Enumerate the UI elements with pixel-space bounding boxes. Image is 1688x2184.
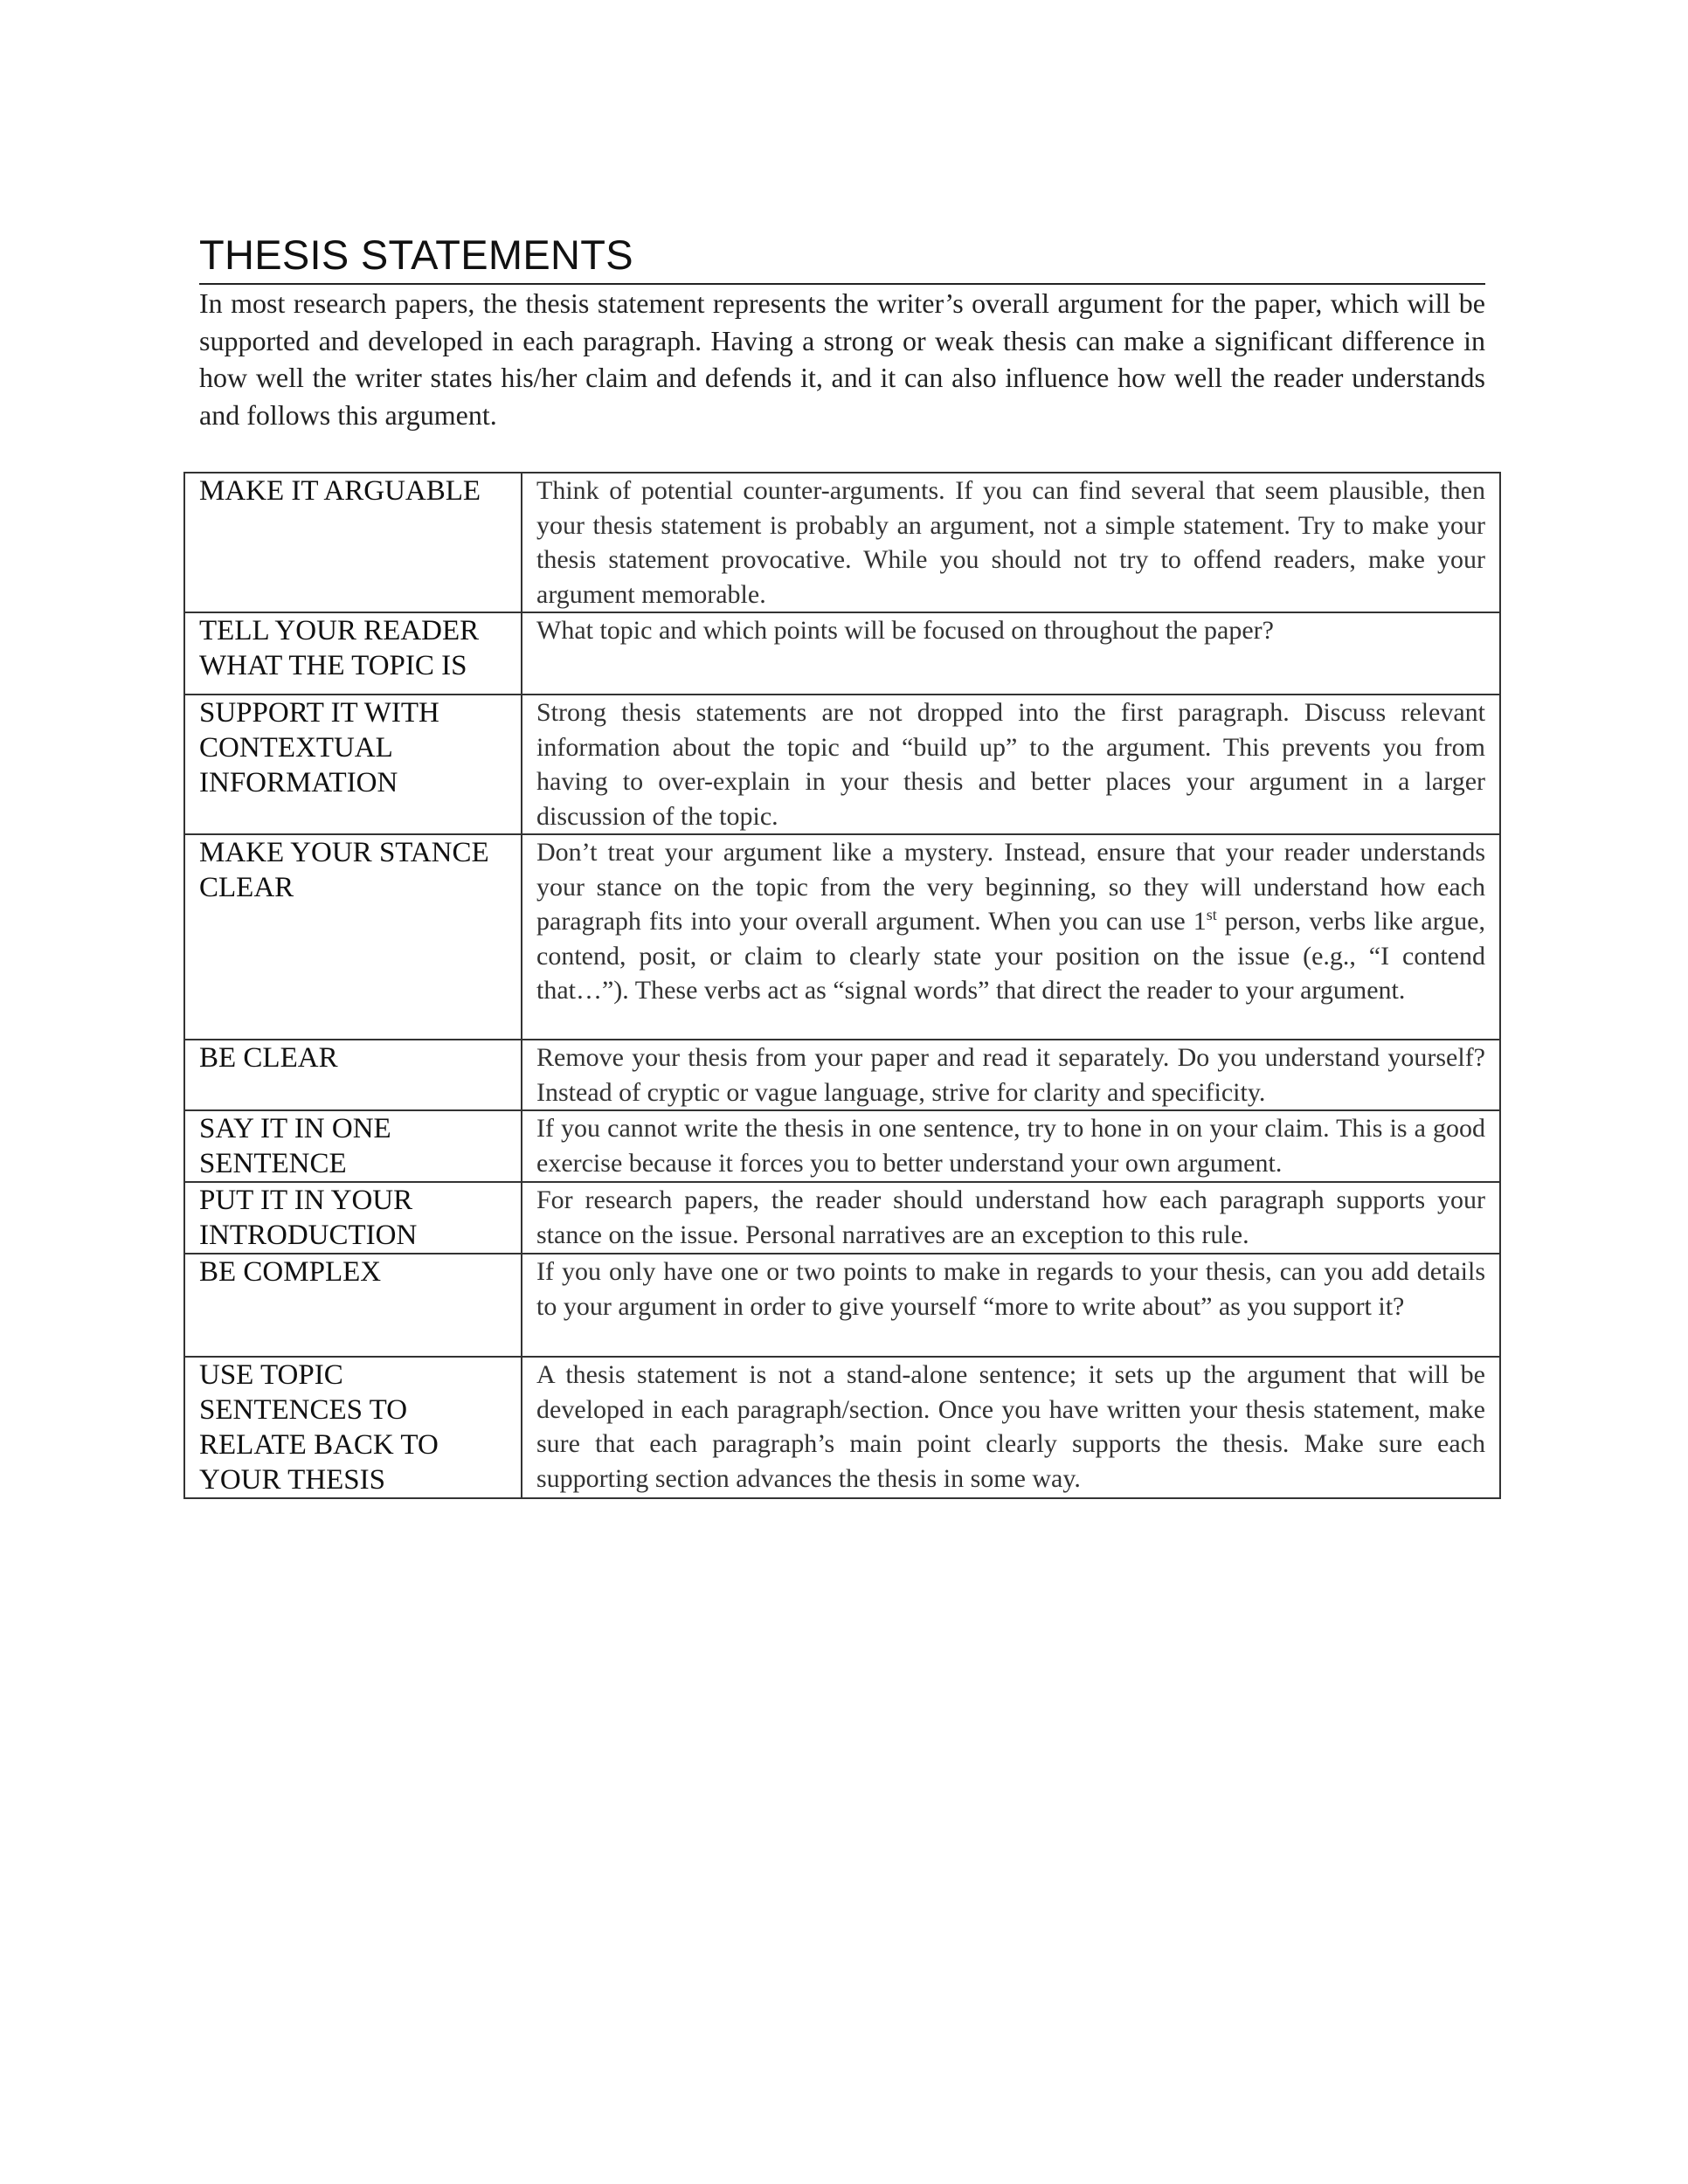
row-description-text: Don’t treat your argument like a mystery. Instead, ensure that your reader understands your stance on the topic from the very beginning, so they will understand how each paragraph fits into your overall argument. When you can use 1 bbox=[536, 838, 1485, 936]
row-label-cell bbox=[184, 1357, 522, 1498]
row-label: MAKE IT ARGUABLE bbox=[199, 475, 481, 507]
row-description-cell: Think of potential counter-arguments. If you can find several that seem plausible, then your thesis statement is probably an argument, not a simple statement. Try to make your thesis statement provocative. While you should not try to offend readers, make your argument memorable. bbox=[522, 473, 1500, 612]
page-title: THESIS STATEMENTS bbox=[199, 232, 633, 278]
table-row bbox=[184, 1182, 1500, 1254]
row-label: USE TOPIC SENTENCES TO RELATE BACK TO YOUR THESIS bbox=[199, 1359, 439, 1496]
row-description-text: person, verbs like argue, contend, posit, or claim to clearly state your position on the issue (e.g., “I contend that…”). These verbs act as “signal words” that direct the reader to your argument. bbox=[536, 907, 1485, 1005]
table-row bbox=[184, 834, 1500, 1040]
row-description-cell: What topic and which points will be focused on throughout the paper? bbox=[522, 612, 1500, 695]
row-label: TELL YOUR READER WHAT THE TOPIC IS bbox=[199, 615, 480, 681]
row-description-cell: A thesis statement is not a stand-alone sentence; it sets up the argument that will be developed in each paragraph/section. Once you have written your thesis statement, make sure that each paragraph’s main point clearly supports the thesis. Make sure each supporting section advances the thesis in some way. bbox=[522, 1357, 1500, 1498]
row-description-cell: Strong thesis statements are not dropped into the first paragraph. Discuss relevant information about the topic and “build up” to the argument. This prevents you from having to over-explain in your thesis and better places your argument in a larger discussion of the topic. bbox=[522, 695, 1500, 834]
row-label-cell bbox=[184, 1182, 522, 1254]
table-row bbox=[184, 612, 1500, 695]
row-description-cell bbox=[522, 834, 1500, 1040]
row-description-cell: Remove your thesis from your paper and read it separately. Do you understand yourself? Instead of cryptic or vague language, strive for clarity and specificity. bbox=[522, 1040, 1500, 1110]
table-row bbox=[184, 1110, 1500, 1182]
intro-paragraph: In most research papers, the thesis statement represents the writer’s overall argument for the paper, which will be supported and developed in each paragraph. Having a strong or weak thesis can make a significant difference in how well the writer states his/her claim and defends it, and it can also influence how well the reader understands and follows this argument. bbox=[199, 287, 1485, 431]
thesis-guidelines-table bbox=[183, 472, 1501, 1499]
table-row bbox=[184, 1357, 1500, 1498]
row-label: BE CLEAR bbox=[199, 1042, 338, 1074]
row-label: MAKE YOUR STANCE CLEAR bbox=[199, 837, 489, 903]
row-label-cell bbox=[184, 1254, 522, 1357]
row-label-cell bbox=[184, 834, 522, 1040]
row-label-cell bbox=[184, 612, 522, 695]
ordinal-suffix: st bbox=[1206, 906, 1217, 923]
table-row bbox=[184, 473, 1500, 612]
row-label: SAY IT IN ONE SENTENCE bbox=[199, 1113, 391, 1179]
table-row bbox=[184, 1254, 1500, 1357]
row-label: SUPPORT IT WITH CONTEXTUAL INFORMATION bbox=[199, 697, 439, 798]
table-row bbox=[184, 695, 1500, 834]
row-label: PUT IT IN YOUR INTRODUCTION bbox=[199, 1185, 418, 1251]
row-label: BE COMPLEX bbox=[199, 1256, 382, 1288]
row-label-cell bbox=[184, 1110, 522, 1182]
row-description-cell: For research papers, the reader should understand how each paragraph supports your stance on the issue. Personal narratives are an exception to this rule. bbox=[522, 1182, 1500, 1254]
row-label-cell bbox=[184, 695, 522, 834]
table-row bbox=[184, 1040, 1500, 1110]
row-description-cell: If you only have one or two points to make in regards to your thesis, can you add details to your argument in order to give yourself “more to write about” as you support it? bbox=[522, 1254, 1500, 1357]
row-description-cell: If you cannot write the thesis in one sentence, try to hone in on your claim. This is a good exercise because it forces you to better understand your own argument. bbox=[522, 1110, 1500, 1182]
row-label-cell bbox=[184, 1040, 522, 1110]
row-label-cell bbox=[184, 473, 522, 612]
